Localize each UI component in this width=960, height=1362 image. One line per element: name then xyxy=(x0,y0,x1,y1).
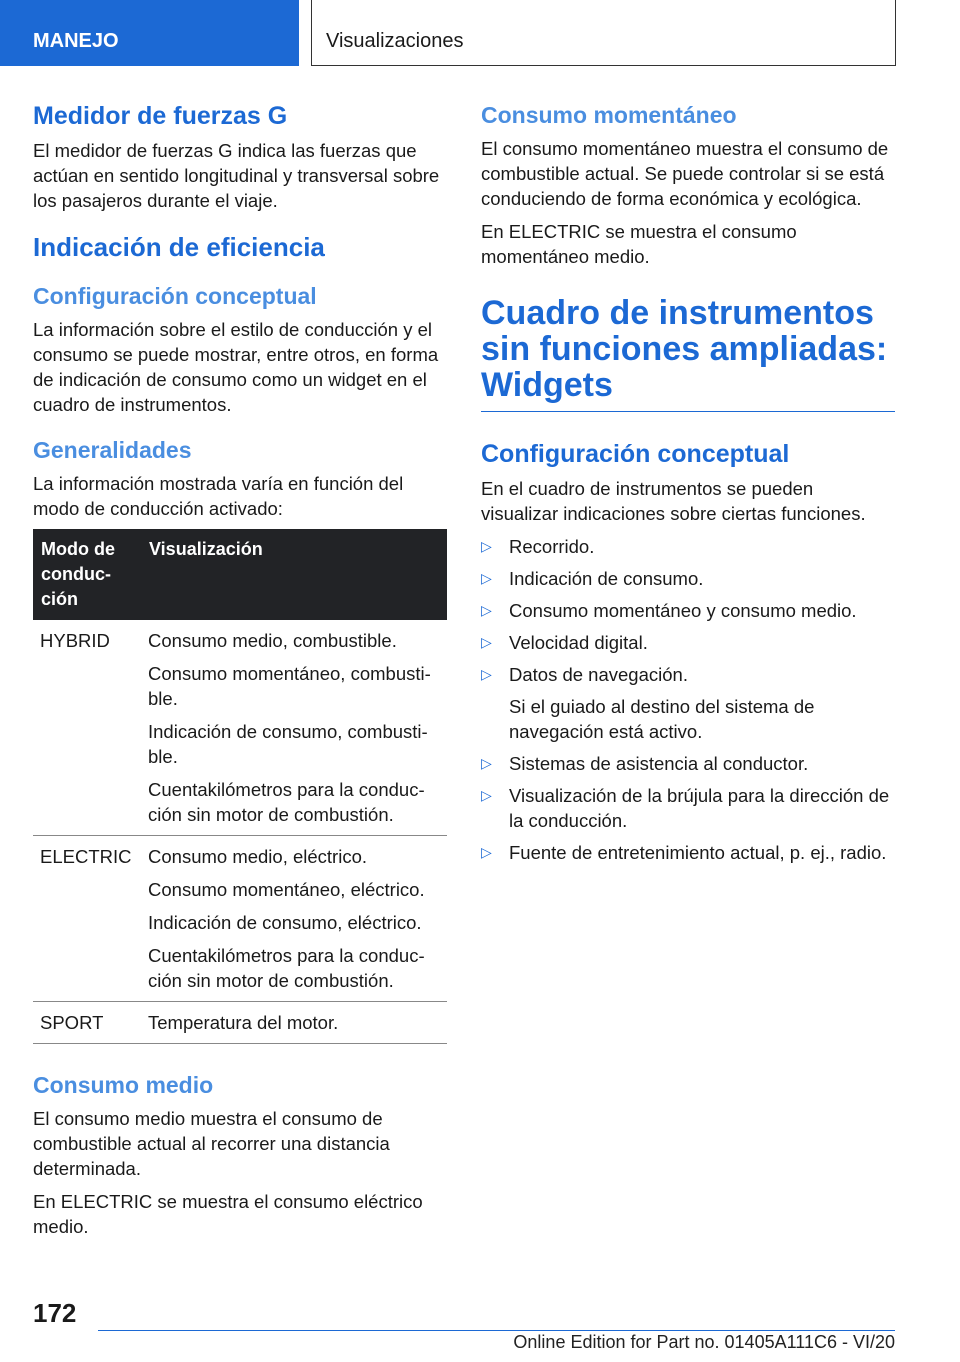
list-item: ▷ Visualización de la brújula para la dirección de la conducción. xyxy=(481,785,890,831)
row-item: Consumo momentáneo, combustible. xyxy=(148,663,431,709)
left-column xyxy=(33,100,447,1247)
table-header-row xyxy=(33,529,447,620)
widget-list xyxy=(481,534,895,865)
momentary-text-2: En ELECTRIC se muestra el consumo momentáneo medio. xyxy=(481,221,797,267)
row-mode: ELECTRIC xyxy=(33,836,141,1002)
row-items xyxy=(141,620,447,836)
row-mode: SPORT xyxy=(33,1002,141,1044)
page-number: 172 xyxy=(33,1298,77,1328)
list-item: ▷ Fuente de entretenimiento actual, p. ej., radio. xyxy=(481,842,887,863)
driving-mode-table xyxy=(33,529,447,1044)
concept-text-left: La información sobre el estilo de conducción y el consumo se puede mostrar, entre otros, en forma de indicación de consumo como un widget en el cuadro de instrumentos. xyxy=(33,319,439,415)
triangle-bullet-icon: ▷ xyxy=(481,602,492,618)
average-text-1: El consumo medio muestra el consumo de combustible actual al recorrer una distancia determinada. xyxy=(33,1108,390,1179)
momentary-text-1: El consumo momentáneo muestra el consumo de combustible actual. Se puede controlar si se está conduciendo de forma económica y ecológica. xyxy=(481,138,889,209)
footer-divider xyxy=(98,1330,895,1331)
row-item: Temperatura del motor. xyxy=(148,1012,339,1033)
widgets-title: Cuadro de instrumentos sin funciones ampliadas: Widgets xyxy=(481,294,888,404)
section-tab: Visualizaciones xyxy=(311,0,896,66)
general-text: La información mostrada varía en función del modo de conducción activado: xyxy=(33,473,404,519)
row-item: Cuentakilómetros para la conducción sin motor de combustión. xyxy=(148,945,425,991)
row-item: Indicación de consumo, eléctrico. xyxy=(148,912,422,933)
triangle-bullet-icon: ▷ xyxy=(481,787,492,803)
concept-title-right: Configuración conceptual xyxy=(481,440,790,468)
header-mode: Modo de conducción xyxy=(33,529,141,620)
row-mode: HYBRID xyxy=(33,620,141,836)
row-item: Cuentakilómetros para la conducción sin motor de combustión. xyxy=(148,779,425,825)
row-items xyxy=(141,836,447,1002)
table-row xyxy=(33,836,447,1002)
concept-text-right: En el cuadro de instrumentos se pueden visualizar indicaciones sobre ciertas funciones. xyxy=(481,478,866,524)
g-force-title: Medidor de fuerzas G xyxy=(33,102,288,130)
row-item: Consumo momentáneo, eléctrico. xyxy=(148,879,425,900)
list-item: ▷ Indicación de consumo. xyxy=(481,568,704,589)
triangle-bullet-icon: ▷ xyxy=(481,844,492,860)
average-title: Consumo medio xyxy=(33,1072,214,1098)
list-item: ▷ Velocidad digital. xyxy=(481,632,648,653)
row-item: Indicación de consumo, combustible. xyxy=(148,721,428,767)
concept-title-left: Configuración conceptual xyxy=(33,283,317,309)
triangle-bullet-icon: ▷ xyxy=(481,538,492,554)
table-row xyxy=(33,1002,447,1044)
general-title: Generalidades xyxy=(33,437,192,463)
page-header xyxy=(0,0,960,66)
row-item: Consumo medio, combustible. xyxy=(148,630,397,651)
list-item-note: Si el guiado al destino del sistema de navegación está activo. xyxy=(509,696,815,742)
triangle-bullet-icon: ▷ xyxy=(481,666,492,682)
triangle-bullet-icon: ▷ xyxy=(481,755,492,771)
row-item: Consumo medio, eléctrico. xyxy=(148,846,368,867)
triangle-bullet-icon: ▷ xyxy=(481,570,492,586)
list-item: ▷ Datos de navegación. Si el guiado al destino del sistema de navegación está activo. xyxy=(481,662,895,744)
list-item: ▷ Sistemas de asistencia al conductor. xyxy=(481,753,809,774)
average-text-2: En ELECTRIC se muestra el consumo eléctrico medio. xyxy=(33,1191,423,1237)
chapter-tab: MANEJO xyxy=(0,0,299,66)
edition-footer: Online Edition for Part no. 01405A111C6 - VI/20 xyxy=(513,1332,895,1352)
list-item: ▷ Consumo momentáneo y consumo medio. xyxy=(481,600,857,621)
right-column xyxy=(481,100,895,872)
table-row xyxy=(33,620,447,836)
g-force-text: El medidor de fuerzas G indica las fuerzas que actúan en sentido longitudinal y transversal sobre los pasajeros durante el viaje. xyxy=(33,140,440,211)
row-items xyxy=(141,1002,447,1044)
header-display: Visualización xyxy=(141,529,447,620)
list-item: ▷ Recorrido. xyxy=(481,536,595,557)
momentary-title: Consumo momentáneo xyxy=(481,102,737,128)
efficiency-title: Indicación de eficiencia xyxy=(33,232,325,262)
triangle-bullet-icon: ▷ xyxy=(481,634,492,650)
title-divider xyxy=(481,411,895,412)
